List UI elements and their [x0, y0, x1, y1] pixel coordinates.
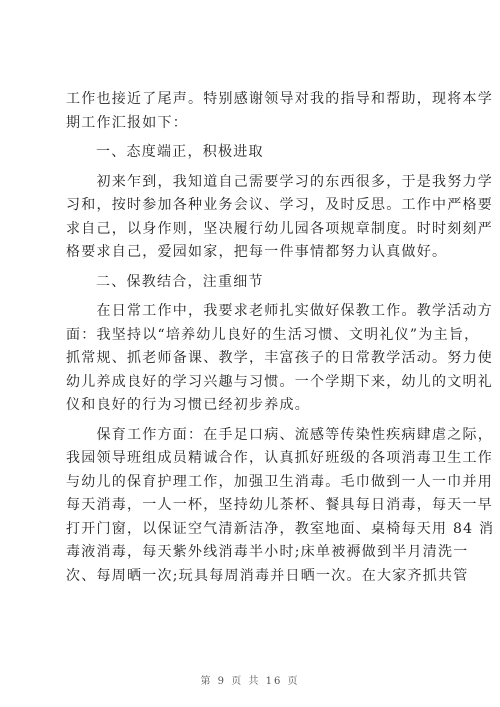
- section-heading: [66, 141, 436, 165]
- text-line: 幼儿养成良好的学习兴趣与习惯。一个学期下来，幼儿的文明礼: [66, 373, 493, 390]
- text-line: 格要求自己，爱园如家，把每一件事情都努力认真做好。: [66, 244, 448, 260]
- page-number-footer: 第 9 页 共 16 页: [200, 676, 300, 687]
- text-line: 我园领导班组成员精诚合作，认真抓好班级的各项消毒卫生工作: [66, 450, 493, 466]
- text-line: 与幼儿的保育护理工作，加强卫生消毒。毛巾做到一人一巾并用: [66, 473, 493, 490]
- text-line: 毒液消毒，每天紫外线消毒半小时;床单被褥做到半月清洗一: [66, 544, 469, 560]
- text-line: 抓常规、抓老师备课、教学，丰富孩子的日常教学活动。努力使: [66, 350, 493, 366]
- text-line: 每天消毒，一人一杯，坚持幼儿茶杯、餐具每日消毒，每天一早: [66, 497, 493, 513]
- text-line: 初来乍到，我知道自己需要学习的东西很多，于是我努力学: [66, 173, 493, 190]
- paragraph: [66, 88, 493, 135]
- text-line: 次、每周晒一次;玩具每周消毒并日晒一次。在大家齐抓共管: [66, 567, 469, 584]
- section-heading: [66, 271, 436, 295]
- paragraph: [66, 424, 495, 589]
- text-line: 求自己，以身作则，坚决履行幼儿园各项规章制度。时时刻刻严: [66, 220, 493, 237]
- text-line: 面：我坚持以“培养幼儿良好的生活习惯、文明礼仪”为主旨，: [66, 326, 480, 343]
- text-line: 仪和良好的行为习惯已经初步养成。: [66, 397, 310, 413]
- text-line: 习和，按时参加各种业务会议、学习，及时反思。工作中严格要: [66, 197, 493, 213]
- document-body: [66, 88, 495, 594]
- text-line: 工作也接近了尾声。特别感谢领导对我的指导和帮助，现将本学: [66, 91, 493, 107]
- text-line: 在日常工作中，我要求老师扎实做好保教工作。教学活动方: [66, 303, 493, 319]
- text-line: 打开门窗，以保证空气清新洁净，教室地面、桌椅每天用 84 消: [66, 520, 495, 537]
- text-line: 期工作汇报如下：: [66, 114, 188, 131]
- heading-text: 二、保教结合，注重细节: [96, 273, 264, 290]
- heading-text: 一、态度端正，积极进取: [96, 144, 264, 160]
- paragraph: [66, 171, 493, 265]
- paragraph: [66, 300, 493, 418]
- text-line: 保育工作方面：在手足口病、流感等传染性疾病肆虐之际，: [66, 426, 493, 443]
